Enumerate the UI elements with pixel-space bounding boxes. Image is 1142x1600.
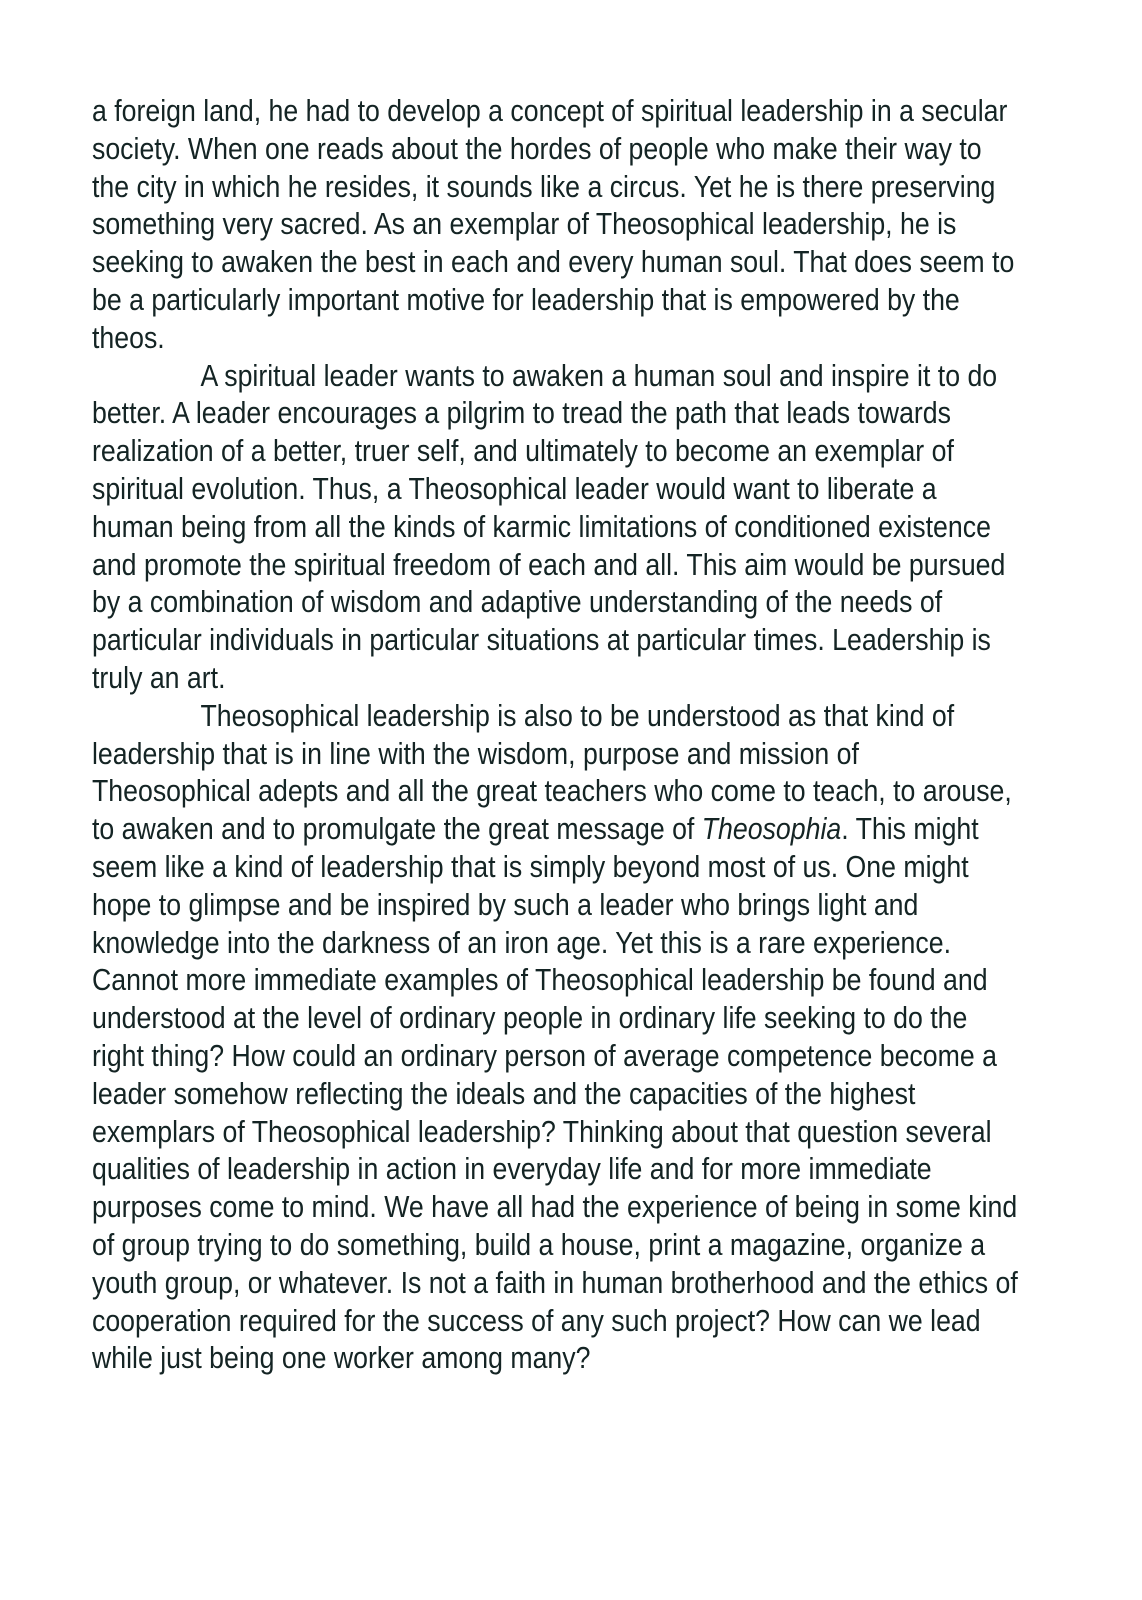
- text-line: theos.: [92, 320, 165, 355]
- text-line: purposes come to mind. We have all had the experience of being in some kind: [92, 1190, 1018, 1225]
- paragraph-2: [92, 358, 1092, 698]
- text-line: truly an art.: [92, 660, 226, 695]
- text-line: leader somehow reflecting the ideals and the capacities of the highest: [92, 1076, 916, 1111]
- text-line: better. A leader encourages a pilgrim to tread the path that leads towards: [92, 396, 952, 431]
- text-run: to awaken and to promulgate the great message of: [92, 812, 702, 847]
- text-line: youth group, or whatever. Is not a faith in human brotherhood and the ethics of: [92, 1265, 1018, 1300]
- text-line: of group trying to do something, build a house, print a magazine, organize a: [92, 1227, 986, 1262]
- paragraph-1: [92, 93, 1092, 358]
- text-line: while just being one worker among many?: [92, 1341, 591, 1376]
- text-line: knowledge into the darkness of an iron age. Yet this is a rare experience.: [92, 925, 952, 960]
- text-line: Cannot more immediate examples of Theosophical leadership be found and: [92, 963, 988, 998]
- text-line: society. When one reads about the hordes of people who make their way to: [92, 131, 982, 166]
- text-line: exemplars of Theosophical leadership? Thinking about that question several: [92, 1114, 992, 1149]
- text-line: hope to glimpse and be inspired by such a leader who brings light and: [92, 887, 919, 922]
- text-line: right thing? How could an ordinary person of average competence become a: [92, 1038, 997, 1073]
- text-line: a foreign land, he had to develop a concept of spiritual leadership in a secular: [92, 94, 1008, 128]
- body-text: [92, 93, 1092, 1378]
- text-line: seem like a kind of leadership that is simply beyond most of us. One might: [92, 849, 969, 884]
- text-line: the city in which he resides, it sounds like a circus. Yet he is there preserving: [92, 169, 996, 204]
- text-line: human being from all the kinds of karmic limitations of conditioned existence: [92, 509, 991, 544]
- text-line: Theosophical adepts and all the great teachers who come to teach, to arouse,: [92, 774, 1012, 809]
- text-line-indented: A spiritual leader wants to awaken a human soul and inspire it to do: [200, 358, 998, 393]
- text-line: cooperation required for the success of any such project? How can we lead: [92, 1303, 981, 1338]
- text-line: spiritual evolution. Thus, a Theosophical leader would want to liberate a: [92, 471, 937, 506]
- text-line: seeking to awaken the best in each and every human soul. That does seem to: [92, 245, 1015, 280]
- text-line: something very sacred. As an exemplar of Theosophical leadership, he is: [92, 207, 957, 242]
- text-line: understood at the level of ordinary people in ordinary life seeking to do the: [92, 1001, 968, 1036]
- text-line: particular individuals in particular situations at particular times. Leadership is: [92, 623, 991, 658]
- text-line: leadership that is in line with the wisdom, purpose and mission of: [92, 736, 859, 771]
- text-line: and promote the spiritual freedom of each and all. This aim would be pursued: [92, 547, 1006, 582]
- text-line: by a combination of wisdom and adaptive understanding of the needs of: [92, 585, 943, 620]
- text-line-with-italic: [92, 811, 979, 849]
- text-line: realization of a better, truer self, and ultimately to become an exemplar of: [92, 434, 954, 469]
- paragraph-3: [92, 698, 1092, 1378]
- text-line-indented: Theosophical leadership is also to be understood as that kind of: [200, 698, 955, 733]
- italic-term: Theosophia: [701, 812, 842, 847]
- text-run: . This might: [841, 812, 979, 847]
- text-line: be a particularly important motive for leadership that is empowered by the: [92, 282, 960, 317]
- text-line: qualities of leadership in action in everyday life and for more immediate: [92, 1152, 932, 1187]
